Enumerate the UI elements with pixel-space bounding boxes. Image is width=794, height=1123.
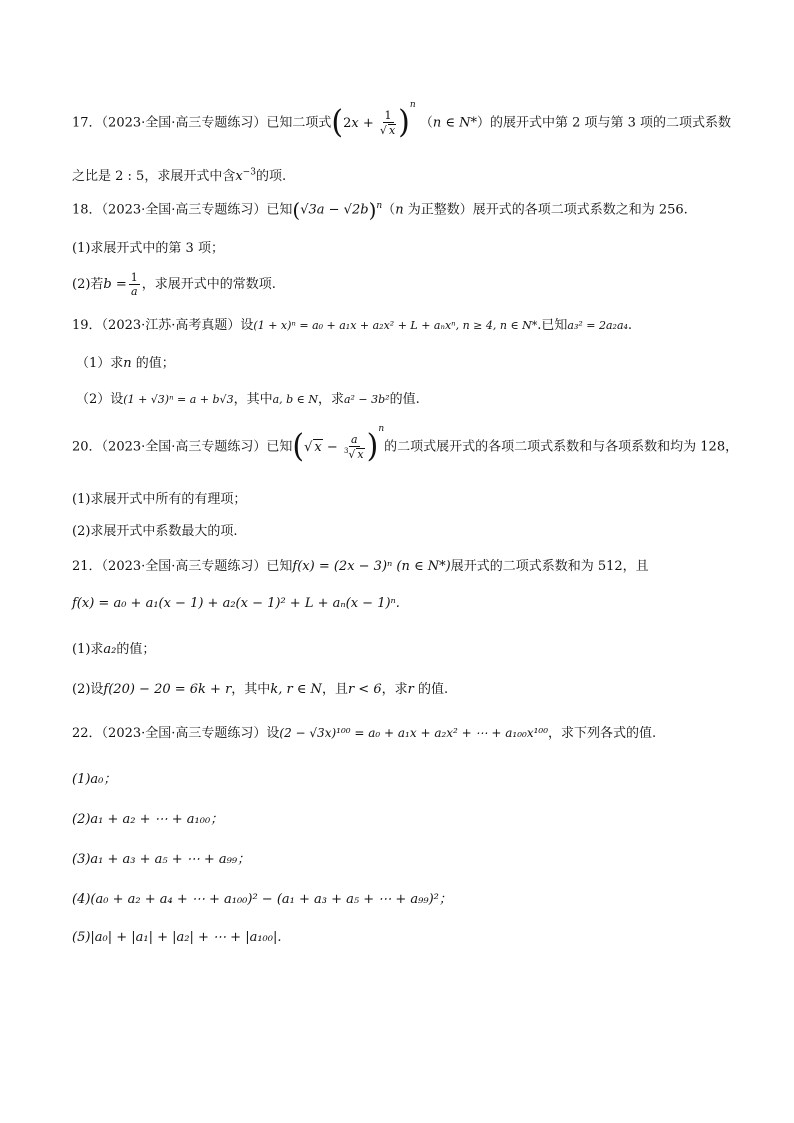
problem-18-power: n	[376, 201, 383, 212]
problem-17-line2-text: 之比是 2 : 5，求展开式中含	[72, 169, 236, 184]
problem-17-power: n	[409, 100, 416, 111]
problem-17-line2	[72, 165, 286, 184]
problem-22-q5: (5)|a₀| + |a₁| + |a₂| + ⋯ + |a₁₀₀|.	[72, 930, 282, 945]
problem-17-line1	[72, 100, 732, 141]
problem-17-cond-close: ）	[476, 115, 490, 131]
problem-21-q1	[72, 638, 155, 657]
problem-22-prefix: 22．（2023·全国·高三专题练习）设	[72, 726, 280, 741]
problem-21-q2-text1: ，其中	[231, 682, 271, 697]
problem-21-q2-text2: ，且	[321, 682, 348, 697]
problem-18-suffix: 为正整数）展开式的各项二项式系数之和为 256.	[403, 202, 688, 218]
problem-21-q2-ineq: r < 6	[347, 682, 382, 697]
problem-18-n: n	[395, 202, 404, 218]
problem-18-q2-text: ，求展开式中的常数项.	[141, 277, 276, 292]
problem-21-q2-label: (2)设	[72, 682, 104, 697]
problem-22-q1: (1)a₀；	[72, 772, 117, 787]
problem-19-q2-cond: a, b ∈ N	[272, 393, 318, 406]
problem-19-q2	[76, 388, 420, 407]
problem-17-line2-end: 的项.	[255, 169, 287, 184]
problem-22-q2: (2)a₁ + a₂ + ⋯ + a₁₀₀；	[72, 812, 224, 827]
problem-21-q2-r: r	[407, 682, 414, 697]
problem-22-q3: (3)a₁ + a₃ + a₅ + ⋯ + a₉₉；	[72, 852, 251, 867]
problem-21-q2-text4: 的值.	[413, 682, 449, 697]
problem-21-expansion: f(x) = a₀ + a₁(x − 1) + a₂(x − 1)² + L + aₙ(x − 1)ⁿ.	[72, 596, 400, 611]
right-paren-icon: )	[366, 428, 379, 465]
problem-19-cond: a₃² = 2a₂a₄	[567, 319, 628, 332]
problem-19-n: n	[123, 356, 132, 371]
problem-19-q1	[76, 352, 175, 371]
problem-19-q1-text: 的值；	[131, 356, 175, 371]
problem-20-q1: (1)求展开式中所有的有理项；	[72, 492, 247, 507]
problem-18-suffix-open: （	[382, 202, 396, 218]
left-paren-icon: (	[331, 104, 344, 141]
problem-18-q1: (1)求展开式中的第 3 项；	[72, 241, 224, 256]
problem-19-q2-expr: (1 + √3)ⁿ = a + b√3	[123, 393, 234, 406]
problem-19-q2-label: （2）设	[76, 392, 124, 407]
problem-17-x: x	[235, 169, 243, 184]
problem-20-inner: √ x − $\frac{a}{^3√ x}$	[304, 433, 364, 461]
problem-18-prefix: 18．（2023·全国·高三专题练习）已知	[72, 202, 293, 218]
problem-21-q2	[72, 678, 448, 697]
problem-18-q2	[72, 272, 276, 297]
left-paren-icon: (	[292, 428, 305, 465]
problem-20-line1	[72, 424, 739, 465]
problem-17-exp: −3	[242, 167, 256, 178]
problem-18-fraction: $\frac{1}{a}$	[130, 271, 138, 298]
problem-17-suffix: 的展开式中第 2 项与第 3 项的二项式系数	[489, 115, 732, 131]
problem-18-line1	[72, 198, 688, 222]
problem-19-q2-text1: ，其中	[233, 392, 273, 407]
problem-19-period: .	[627, 318, 633, 333]
problem-19-expr: (1 + x)ⁿ = a₀ + a₁x + a₂x² + L + aₙxⁿ, n ≥ 4, n ∈ N*	[253, 319, 538, 332]
problem-19-q2-text2: ，求	[317, 392, 344, 407]
problem-17-inner: 2x + $\frac{1}{√ x}$	[343, 109, 396, 137]
problem-22-q4: (4)(a₀ + a₂ + a₄ + ⋯ + a₁₀₀)² − (a₁ + a₃ + a₅ + ⋯ + a₉₉)²；	[72, 892, 452, 907]
problem-19-q1-label: （1）求	[76, 356, 124, 371]
problem-18-q2-label: (2)若	[72, 277, 104, 292]
problem-17-cond: n ∈ N*	[432, 115, 477, 131]
problem-17-cond-open: （	[419, 115, 433, 131]
problem-21-q1-text: 的值；	[116, 642, 156, 657]
problem-18-expr: √3a − √2b	[300, 202, 369, 218]
problem-22-suffix: ，求下列各式的值.	[548, 726, 657, 741]
problem-20-q2: (2)求展开式中系数最大的项.	[72, 524, 238, 539]
problem-21-q2-text3: ，求	[381, 682, 408, 697]
problem-19-suffix: .已知	[537, 318, 568, 333]
problem-21-q2-set: k, r ∈ N	[270, 682, 322, 697]
problem-20-power: n	[378, 424, 385, 435]
problem-21-suffix: 展开式的二项式系数和为 512，且	[450, 559, 649, 574]
right-paren-icon: )	[398, 104, 410, 141]
problem-19-q2-expr2: a² − 3b²	[343, 393, 390, 406]
problem-20-prefix: 20．（2023·全国·高三专题练习）已知	[72, 439, 293, 455]
problem-19-q2-text3: 的值.	[389, 392, 420, 407]
problem-21-a2: a₂	[103, 642, 117, 657]
problem-22-line1	[72, 722, 656, 741]
problem-18-b: b =	[103, 277, 127, 292]
left-paren-icon: (	[292, 198, 301, 222]
problem-19-prefix: 19．（2023·江苏·高考真题）设	[72, 318, 254, 333]
problem-21-fx: f(x) = (2x − 3)ⁿ (n ∈ N*)	[292, 559, 451, 574]
problem-21-prefix: 21．（2023·全国·高三专题练习）已知	[72, 559, 293, 574]
problem-22-expr: (2 − √3x)¹⁰⁰ = a₀ + a₁x + a₂x² + ⋯ + a₁₀₀x¹⁰⁰	[279, 726, 549, 740]
problem-20-suffix: 的二项式展开式的各项二项式系数和与各项系数和均为 128，	[384, 439, 739, 455]
problem-21-q2-eq: f(20) − 20 = 6k + r	[103, 682, 232, 697]
problem-19-line1	[72, 314, 632, 333]
problem-21-line1	[72, 555, 649, 574]
right-paren-icon: )	[368, 198, 377, 222]
problem-21-line2	[72, 596, 400, 611]
problem-17-prefix: 17．（2023·全国·高三专题练习）已知二项式	[72, 115, 332, 131]
problem-21-q1-label: (1)求	[72, 642, 104, 657]
